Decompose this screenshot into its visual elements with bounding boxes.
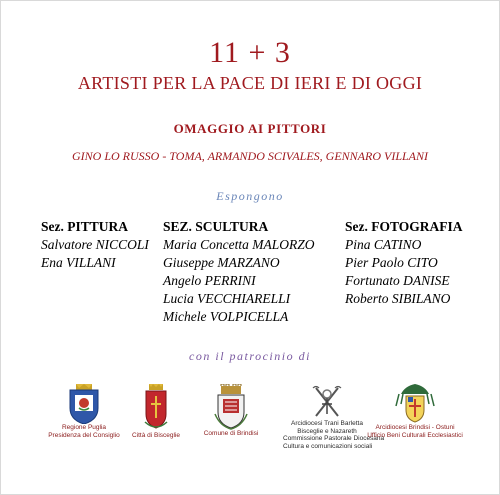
logo-arcidiocesi-trani <box>283 384 385 450</box>
logo-caption: Arcidiocesi Trani Barletta <box>291 420 363 427</box>
artist-name: Angelo PERRINI <box>163 273 256 288</box>
artist-name: Maria Concetta MALORZO <box>163 237 315 252</box>
artist-name: Giuseppe MARZANO <box>163 255 280 270</box>
honored-painters: GINO LO RUSSO - TOMA, ARMANDO SCIVALES, GENNARO VILLANI <box>72 149 428 163</box>
section-heading: Sez. FOTOGRAFIA <box>345 219 463 234</box>
event-title: 11 + 3 <box>209 36 291 69</box>
section-sculpture <box>163 218 315 326</box>
logo-caption: Commissione Pastorale Diocesana <box>283 435 385 442</box>
artist-name: Fortunato DANISE <box>345 273 450 288</box>
artist-name: Lucia VECCHIARELLI <box>163 291 291 306</box>
logo-caption: Arcidiocesi Brindisi - Ostuni <box>375 424 455 431</box>
archdiocese-brindisi-emblem-icon <box>395 384 435 424</box>
artist-name: Ena VILLANI <box>41 255 116 270</box>
logo-brindisi <box>200 384 262 438</box>
artist-name: Pina CATINO <box>345 237 422 252</box>
logo-caption: Cultura e comunicazioni sociali <box>283 442 373 450</box>
section-painting <box>41 218 149 272</box>
logo-caption: Regione Puglia <box>61 424 107 431</box>
section-heading: Sez. PITTURA <box>41 219 128 234</box>
archdiocese-trani-emblem-icon <box>310 384 344 420</box>
logo-caption: Città di Bisceglie <box>131 432 181 439</box>
homage-heading: OMAGGIO AI PITTORI <box>173 121 327 136</box>
artist-name: Pier Paolo CITO <box>345 255 438 270</box>
logo-bisceglie <box>125 384 187 440</box>
patronage-label: con il patrocinio di <box>189 349 311 363</box>
artist-name: Michele VOLPICELLA <box>163 309 289 324</box>
artist-name: Roberto SIBILANO <box>345 291 451 306</box>
event-subtitle: ARTISTI PER LA PACE DI IERI E DI OGGI <box>77 73 423 93</box>
logo-caption: Bisceglie e Nazareth <box>297 427 357 435</box>
regione-puglia-crest-icon <box>67 384 101 424</box>
brindisi-crest-icon <box>214 384 248 430</box>
bisceglie-crest-icon <box>143 384 169 432</box>
artist-name: Salvatore NICCOLI <box>41 237 149 252</box>
logo-arcidiocesi-brindisi <box>365 384 465 439</box>
logo-caption: Comune di Brindisi <box>203 430 259 437</box>
logo-regione-puglia <box>48 384 120 439</box>
logo-caption: Presidenza del Consiglio <box>48 431 120 439</box>
exhibitors-label: Espongono <box>216 189 284 203</box>
section-heading: SEZ. SCULTURA <box>163 219 269 234</box>
logo-caption: Ufficio Beni Culturali Ecclesiastici <box>367 431 463 439</box>
section-photography <box>345 218 463 308</box>
